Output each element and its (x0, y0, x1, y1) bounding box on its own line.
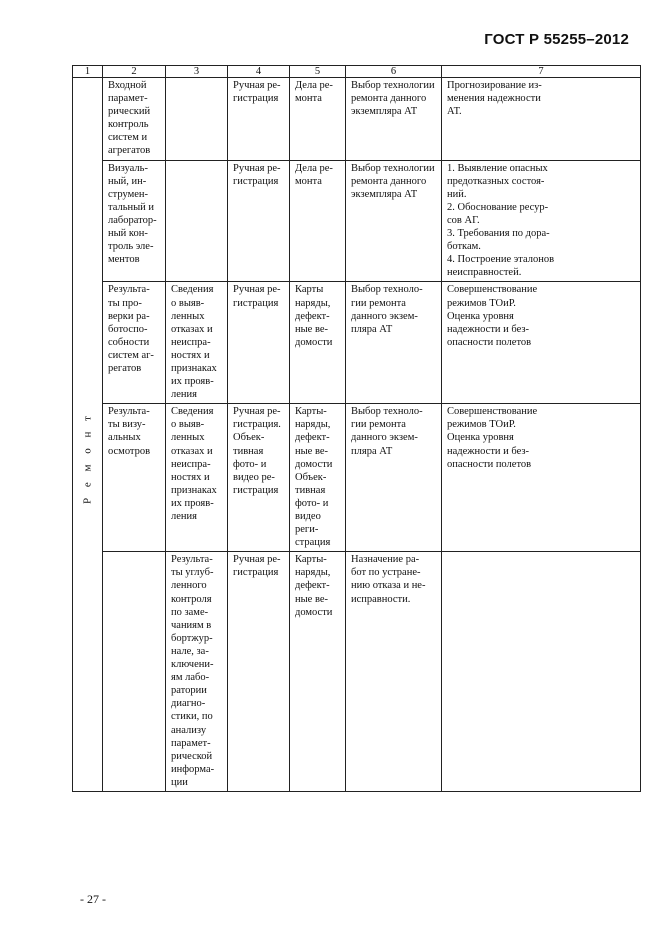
cell-line: информа- (171, 763, 215, 775)
cell-line: парамет- (108, 93, 148, 105)
cell-line: ты про- (108, 297, 142, 309)
cell-line: Результа- (171, 554, 213, 566)
cell-line: 4. Построение эталонов (447, 254, 555, 266)
cell-info (166, 404, 228, 552)
cell-line: Ручная ре- (233, 284, 281, 296)
cell-line: ностях и (171, 349, 210, 361)
cell-line: гистрация (233, 175, 279, 187)
cell-line: экземпляра АТ (351, 106, 418, 118)
cell-line: тальный и (108, 201, 155, 213)
cell-line: Сведения (171, 284, 214, 296)
column-number: 5 (290, 66, 346, 78)
cell-line: Оценка уровня (447, 432, 514, 444)
table-row (73, 282, 641, 404)
cell-line: тивная (295, 484, 326, 496)
cell-line: надежности и без- (447, 323, 530, 335)
cell-line: агрегатов (108, 145, 151, 157)
cell-line: струмен- (108, 188, 149, 200)
cell-line: по заме- (171, 606, 209, 618)
cell-line: гистрация (233, 93, 279, 105)
cell-line: дефект- (295, 310, 330, 322)
cell-line: Результа- (108, 284, 150, 296)
cell-line: Ручная ре- (233, 80, 281, 91)
cell-line: ментов (108, 254, 140, 266)
cell-line: 3. Требования по дора- (447, 228, 550, 240)
cell-line: предотказных состоя- (447, 175, 545, 187)
cell-line: наряды, (295, 567, 331, 579)
cell-line: о выяв- (171, 297, 205, 309)
cell-line: надежности и без- (447, 445, 530, 457)
cell-line: Результа- (108, 406, 150, 418)
cell-line: ления (171, 389, 197, 401)
cell-registration (228, 78, 290, 161)
cell-source (103, 552, 166, 792)
cell-document (290, 160, 346, 282)
cell-line: ний. (447, 188, 467, 200)
cell-line: ные ве- (295, 323, 329, 335)
cell-line: Объек- (295, 471, 327, 483)
column-number-row (73, 66, 641, 78)
cell-source (103, 404, 166, 552)
table-row (73, 404, 641, 552)
cell-registration (228, 282, 290, 404)
cell-line: Ручная ре- (233, 554, 281, 566)
cell-line: ленных (171, 310, 205, 322)
cell-line: опасности полетов (447, 458, 532, 470)
cell-line: данного экзем- (351, 432, 418, 444)
cell-line: отказах и (171, 445, 213, 457)
cell-line: неиспра- (171, 336, 211, 348)
cell-line: гии ремонта (351, 419, 406, 431)
cell-line: ленного (171, 580, 207, 592)
cell-line: гии ремонта (351, 297, 406, 309)
cell-line: Совершенствование (447, 284, 538, 296)
cell-line: опасности полетов (447, 336, 532, 348)
cell-decision (346, 282, 442, 404)
cell-line: троль эле- (108, 241, 154, 253)
cell-line: контроль (108, 119, 149, 131)
cell-line: ные ве- (295, 445, 329, 457)
cell-document (290, 552, 346, 792)
cell-line: Карты- (295, 554, 327, 566)
cell-line: бот по устране- (351, 567, 421, 579)
cell-line: ремонта данного (351, 175, 427, 187)
cell-line: видео ре- (233, 471, 275, 483)
cell-line: ные ве- (295, 593, 329, 605)
cell-info (166, 282, 228, 404)
cell-line: страция (295, 537, 331, 549)
cell-line: Выбор техноло- (351, 406, 423, 418)
cell-line: Входной (108, 80, 147, 91)
cell-document (290, 404, 346, 552)
cell-line: Прогнозирование из- (447, 80, 542, 91)
cell-line: домости (295, 606, 333, 618)
cell-line: нию отказа и не- (351, 580, 426, 592)
cell-line: рический (108, 106, 151, 118)
section-label-repair: Р е м о н т (80, 412, 93, 504)
cell-line: Карты- (295, 406, 327, 418)
cell-line: чаниям в (171, 619, 212, 631)
cell-line: реги- (295, 524, 319, 536)
column-number: 2 (103, 66, 166, 78)
table-row (73, 552, 641, 792)
cell-line: монта (295, 93, 322, 105)
cell-line: Выбор техноло- (351, 284, 423, 296)
cell-line: Ручная ре- (233, 162, 281, 174)
cell-source (103, 78, 166, 161)
cell-line: наряды, (295, 297, 331, 309)
section-cell (73, 78, 103, 792)
cell-line: признаках (171, 362, 217, 374)
cell-line: ностях и (171, 471, 210, 483)
cell-line: ты визу- (108, 419, 146, 431)
cell-line: гистрация. (233, 419, 281, 431)
cell-line: их прояв- (171, 376, 214, 388)
cell-line: Оценка уровня (447, 310, 514, 322)
cell-line: домости (295, 336, 333, 348)
cell-document (290, 282, 346, 404)
cell-line: 1. Выявление опасных (447, 162, 548, 174)
cell-line: альных (108, 432, 141, 444)
cell-line: ный, ин- (108, 175, 147, 187)
cell-line: режимов ТОиР. (447, 297, 516, 309)
page-number: - 27 - (80, 892, 106, 906)
cell-line: собности (108, 336, 150, 348)
cell-decision (346, 78, 442, 161)
cell-line: ленных (171, 432, 205, 444)
cell-line: дефект- (295, 432, 330, 444)
cell-line: гистрация (233, 297, 279, 309)
cell-line: монта (295, 175, 322, 187)
cell-line: ям лабо- (171, 672, 210, 684)
cell-line: Назначение ра- (351, 554, 420, 566)
cell-line: домости (295, 458, 333, 470)
cell-registration (228, 404, 290, 552)
cell-line: гистрация (233, 567, 279, 579)
cell-line: ты углуб- (171, 567, 214, 579)
cell-line: гистрация (233, 484, 279, 496)
cell-line: ремонта данного (351, 93, 427, 105)
cell-line: Выбор технологии (351, 80, 435, 91)
cell-line: ный кон- (108, 228, 148, 240)
cell-line: дефект- (295, 580, 330, 592)
cell-line: Сведения (171, 406, 214, 418)
cell-line: видео (295, 511, 321, 522)
cell-line: рической (171, 750, 213, 762)
cell-purpose (442, 404, 641, 552)
cell-info (166, 78, 228, 161)
cell-line: стики, по (171, 711, 213, 723)
cell-line: их прояв- (171, 497, 214, 509)
cell-line: 2. Обоснование ресур- (447, 201, 549, 213)
column-number: 4 (228, 66, 290, 78)
cell-line: Карты (295, 284, 324, 296)
cell-line: парамет- (171, 737, 211, 749)
cell-purpose (442, 552, 641, 792)
cell-line: менения надежности (447, 93, 541, 105)
cell-line: Объек- (233, 432, 265, 444)
column-number: 7 (442, 66, 641, 78)
cell-line: АТ. (447, 106, 462, 118)
cell-purpose (442, 282, 641, 404)
cell-line: нале, за- (171, 645, 209, 657)
cell-document (290, 78, 346, 161)
column-number: 3 (166, 66, 228, 78)
cell-decision (346, 404, 442, 552)
cell-line: бортжур- (171, 632, 213, 644)
cell-line: Ручная ре- (233, 406, 281, 418)
cell-line: Дела ре- (295, 162, 333, 174)
cell-line: Выбор технологии (351, 162, 435, 174)
cell-line: фото- и (233, 458, 267, 470)
cell-line: анализу (171, 724, 207, 736)
cell-line: ции (171, 776, 188, 788)
cell-line: фото- и (295, 497, 329, 509)
cell-line: данного экзем- (351, 310, 418, 322)
cell-decision (346, 160, 442, 282)
cell-line: ключени- (171, 659, 214, 671)
cell-line: боткам. (447, 241, 481, 253)
cell-line: диагно- (171, 698, 206, 710)
repair-data-table (72, 65, 641, 792)
cell-line: Совершенствование (447, 406, 538, 418)
cell-line: сов АГ. (447, 214, 480, 226)
cell-decision (346, 552, 442, 792)
table-row (73, 78, 641, 161)
cell-line: неиспра- (171, 458, 211, 470)
cell-line: лаборатор- (108, 214, 157, 226)
cell-line: пляра АТ (351, 323, 393, 335)
cell-line: систем аг- (108, 349, 154, 361)
column-number: 1 (73, 66, 103, 78)
cell-line: Визуаль- (108, 162, 148, 174)
cell-line: пляра АТ (351, 445, 393, 457)
cell-line: неисправностей. (447, 267, 522, 279)
cell-line: тивная (233, 445, 264, 457)
cell-line: регатов (108, 362, 142, 374)
cell-line: отказах и (171, 323, 213, 335)
cell-line: признаках (171, 484, 217, 496)
cell-info (166, 160, 228, 282)
cell-line: экземпляра АТ (351, 188, 418, 200)
cell-line: режимов ТОиР. (447, 419, 516, 431)
cell-source (103, 160, 166, 282)
cell-line: контроля (171, 593, 212, 605)
cell-line: ботоспо- (108, 323, 148, 335)
cell-line: исправности. (351, 593, 411, 605)
cell-line: верки ра- (108, 310, 150, 322)
cell-line: наряды, (295, 419, 331, 431)
cell-source (103, 282, 166, 404)
cell-info (166, 552, 228, 792)
cell-registration (228, 160, 290, 282)
cell-line: систем и (108, 132, 148, 144)
cell-purpose (442, 160, 641, 282)
cell-registration (228, 552, 290, 792)
cell-line: ления (171, 511, 197, 522)
cell-line: осмотров (108, 445, 151, 457)
column-number: 6 (346, 66, 442, 78)
standard-designation: ГОСТ Р 55255–2012 (484, 31, 629, 48)
cell-line: Дела ре- (295, 80, 333, 91)
cell-purpose (442, 78, 641, 161)
cell-line: о выяв- (171, 419, 205, 431)
table-row (73, 160, 641, 282)
cell-line: ратории (171, 685, 207, 697)
